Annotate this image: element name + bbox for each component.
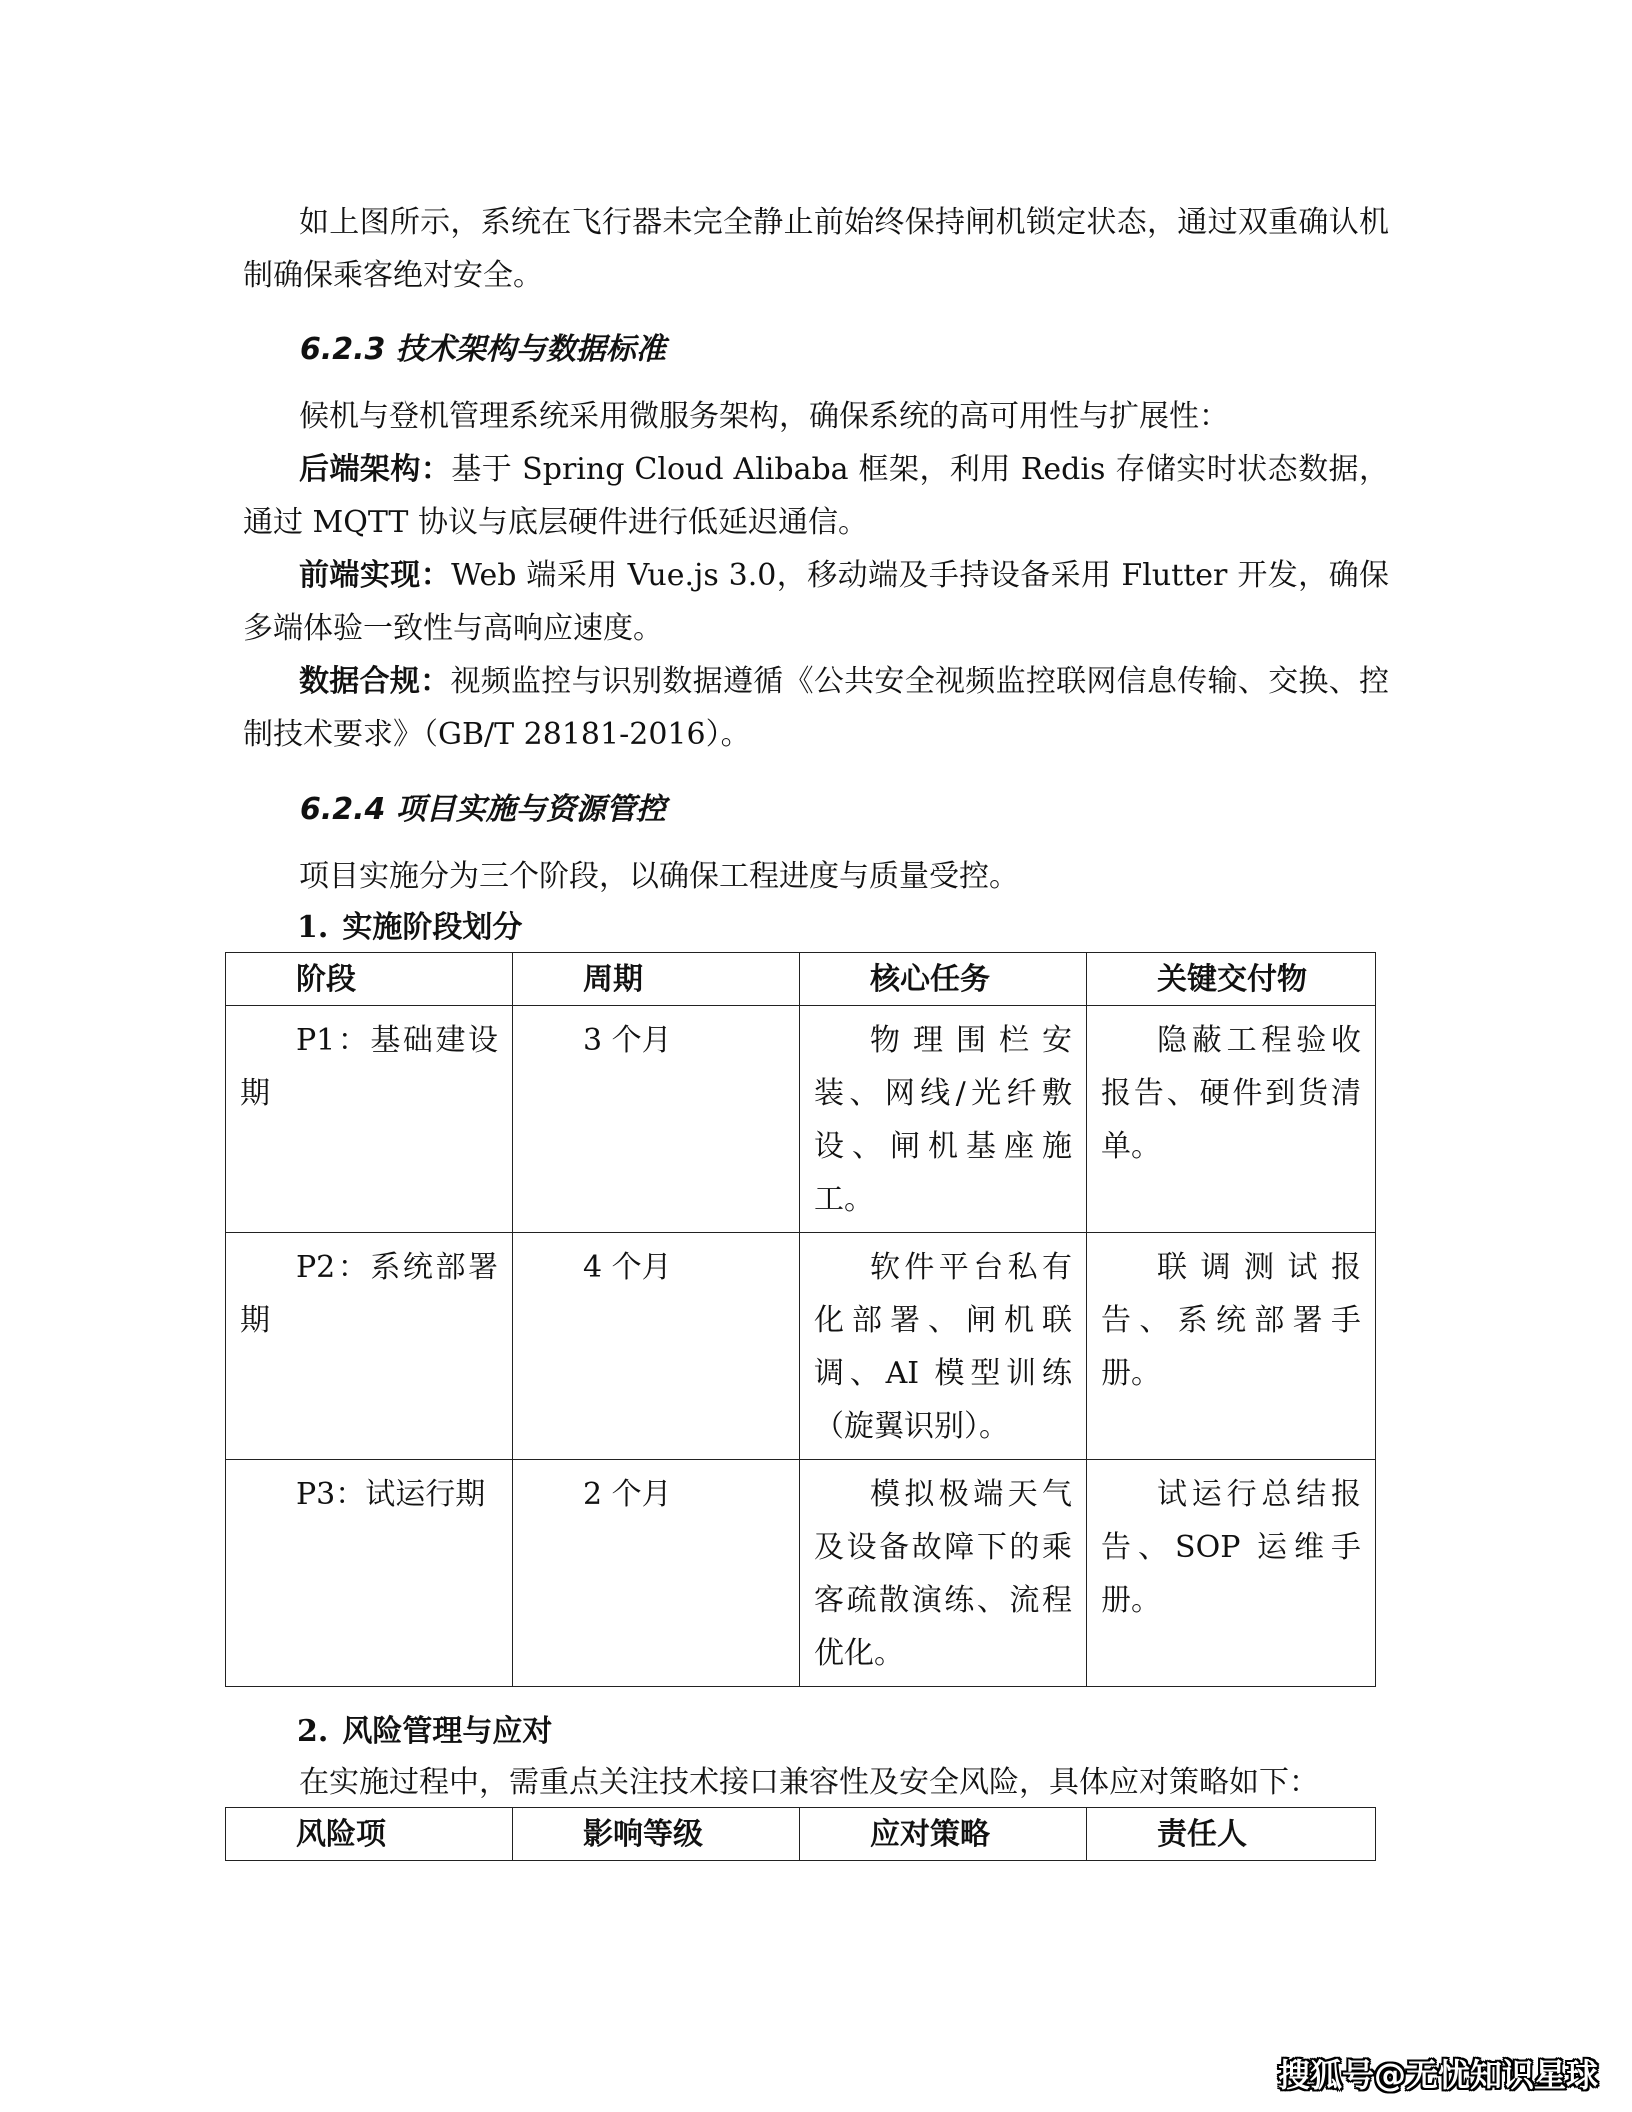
header-cell: 影响等级 xyxy=(513,1808,800,1861)
compliance-paragraph xyxy=(243,655,1389,761)
list-heading-risks xyxy=(297,1712,566,1752)
frontend-label: 前端实现： xyxy=(299,558,452,593)
compliance-text: 视频监控与识别数据遵循《公共安全视频监控联网信息传输、交换、控制技术要求》（GB/T 28181-2016）。 xyxy=(243,664,1390,752)
backend-label: 后端架构： xyxy=(299,452,452,487)
phase-cell: P2：系统部署期 xyxy=(226,1233,513,1460)
phase-cell: P1：基础建设期 xyxy=(226,1006,513,1233)
frontend-text: Web 端采用 Vue.js 3.0，移动端及手持设备采用 Flutter 开发，确保多端体验一致性与高响应速度。 xyxy=(243,558,1390,646)
table-row xyxy=(226,1460,1376,1687)
table-header-row xyxy=(226,953,1376,1006)
header-cell: 关键交付物 xyxy=(1087,953,1376,1006)
phase-table xyxy=(225,952,1376,1687)
period-cell: 3 个月 xyxy=(513,1006,800,1233)
period-cell: 4 个月 xyxy=(513,1233,800,1460)
section-624-lead: 项目实施分为三个阶段，以确保工程进度与质量受控。 xyxy=(299,859,1019,894)
watermark: 搜狐号@无忧知识星球 xyxy=(1277,2056,1598,2094)
intro-paragraph: 如上图所示，系统在飞行器未完全静止前始终保持闸机锁定状态，通过双重确认机制确保乘客绝对安全。 xyxy=(243,205,1389,293)
backend-paragraph xyxy=(243,443,1389,549)
header-cell: 应对策略 xyxy=(800,1808,1087,1861)
task-cell: 模拟极端天气及设备故障下的乘客疏散演练、流程优化。 xyxy=(800,1460,1087,1687)
risk-lead-paragraph: 在实施过程中，需重点关注技术接口兼容性及安全风险，具体应对策略如下： xyxy=(299,1765,1319,1800)
header-cell: 责任人 xyxy=(1087,1808,1376,1861)
deliverable-cell: 联调测试报告、系统部署手册。 xyxy=(1087,1233,1376,1460)
header-cell: 核心任务 xyxy=(800,953,1087,1006)
task-cell: 软件平台私有化部署、闸机联调、AI 模型训练（旋翼识别）。 xyxy=(800,1233,1087,1460)
deliverable-cell: 试运行总结报告、SOP 运维手册。 xyxy=(1087,1460,1376,1687)
header-cell: 周期 xyxy=(513,953,800,1006)
deliverable-cell: 隐蔽工程验收报告、硬件到货清单。 xyxy=(1087,1006,1376,1233)
list-title: 风险管理与应对 xyxy=(342,1714,553,1749)
list-heading-phases xyxy=(297,908,536,948)
compliance-label: 数据合规： xyxy=(299,664,451,699)
section-623-heading: 6.2.3 技术架构与数据标准 xyxy=(300,332,666,367)
section-624-heading: 6.2.4 项目实施与资源管控 xyxy=(300,792,666,827)
header-cell: 风险项 xyxy=(226,1808,513,1861)
table-row xyxy=(226,1006,1376,1233)
section-623-lead: 候机与登机管理系统采用微服务架构，确保系统的高可用性与扩展性： xyxy=(299,399,1229,434)
list-number: 2. xyxy=(297,1714,329,1749)
header-cell: 阶段 xyxy=(226,953,513,1006)
list-number: 1. xyxy=(297,910,329,945)
list-title: 实施阶段划分 xyxy=(342,910,523,945)
period-cell: 2 个月 xyxy=(513,1460,800,1687)
frontend-paragraph xyxy=(243,549,1389,655)
task-cell: 物理围栏安装、网线/光纤敷设、闸机基座施工。 xyxy=(800,1006,1087,1233)
risk-table xyxy=(225,1807,1376,1861)
table-header-row xyxy=(226,1808,1376,1861)
table-row xyxy=(226,1233,1376,1460)
phase-cell: P3：试运行期 xyxy=(226,1460,513,1687)
backend-text: 基于 Spring Cloud Alibaba 框架，利用 Redis 存储实时状态数据，通过 MQTT 协议与底层硬件进行低延迟通信。 xyxy=(243,452,1389,540)
